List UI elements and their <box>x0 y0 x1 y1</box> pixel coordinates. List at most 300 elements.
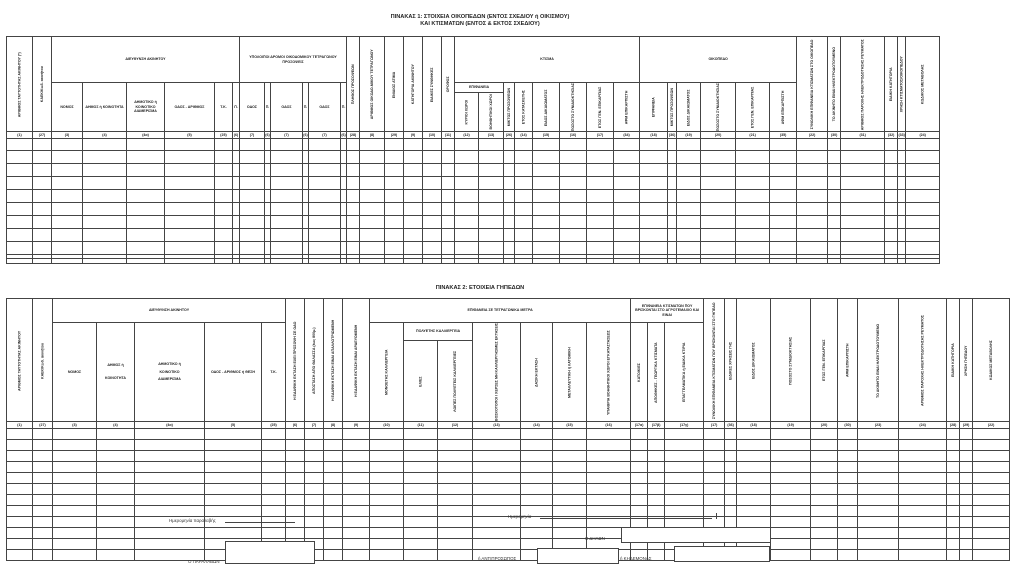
table-cell[interactable] <box>587 473 631 484</box>
table-cell[interactable] <box>797 139 828 151</box>
table-cell[interactable] <box>343 451 370 462</box>
table-cell[interactable] <box>587 216 614 229</box>
table-cell[interactable] <box>33 259 52 264</box>
table-cell[interactable] <box>533 203 560 216</box>
table-cell[interactable] <box>7 539 33 550</box>
table-cell[interactable] <box>309 242 341 255</box>
table-cell[interactable] <box>97 517 135 528</box>
table-cell[interactable] <box>587 429 631 440</box>
table-cell[interactable] <box>305 473 324 484</box>
table-cell[interactable] <box>960 462 973 473</box>
table-cell[interactable] <box>262 495 286 506</box>
table-cell[interactable] <box>640 177 668 190</box>
table-cell[interactable] <box>811 462 838 473</box>
table-cell[interactable] <box>614 229 640 242</box>
table-cell[interactable] <box>479 139 504 151</box>
table-cell[interactable] <box>165 216 215 229</box>
table-cell[interactable] <box>33 177 52 190</box>
table-cell[interactable] <box>7 203 33 216</box>
table-cell[interactable] <box>668 216 677 229</box>
table-cell[interactable] <box>631 440 648 451</box>
table-cell[interactable] <box>885 139 898 151</box>
table-cell[interactable] <box>305 429 324 440</box>
table-cell[interactable] <box>7 451 33 462</box>
table-cell[interactable] <box>404 451 438 462</box>
table-cell[interactable] <box>665 462 704 473</box>
table-cell[interactable] <box>205 484 262 495</box>
table-cell[interactable] <box>7 429 33 440</box>
table-cell[interactable] <box>52 139 83 151</box>
table-cell[interactable] <box>324 528 343 539</box>
table-cell[interactable] <box>455 177 479 190</box>
table-cell[interactable] <box>370 462 404 473</box>
table-cell[interactable] <box>53 539 97 550</box>
table-cell[interactable] <box>533 259 560 264</box>
table-cell[interactable] <box>736 151 770 164</box>
table-cell[interactable] <box>515 164 533 177</box>
table-cell[interactable] <box>442 203 455 216</box>
table-cell[interactable] <box>677 164 701 177</box>
table-cell[interactable] <box>640 190 668 203</box>
table-cell[interactable] <box>521 484 553 495</box>
table-cell[interactable] <box>828 151 841 164</box>
table-cell[interactable] <box>343 495 370 506</box>
table-cell[interactable] <box>7 528 33 539</box>
table-cell[interactable] <box>305 495 324 506</box>
table-cell[interactable] <box>898 190 906 203</box>
table-cell[interactable] <box>771 528 811 539</box>
table-cell[interactable] <box>215 190 233 203</box>
table-cell[interactable] <box>33 495 53 506</box>
table-cell[interactable] <box>455 203 479 216</box>
table-cell[interactable] <box>828 259 841 264</box>
table-cell[interactable] <box>205 528 262 539</box>
table-cell[interactable] <box>631 451 648 462</box>
table-cell[interactable] <box>404 242 423 255</box>
table-cell[interactable] <box>7 259 33 264</box>
table-cell[interactable] <box>370 539 404 550</box>
table-cell[interactable] <box>324 550 343 561</box>
table-cell[interactable] <box>797 203 828 216</box>
table-cell[interactable] <box>343 506 370 517</box>
table-cell[interactable] <box>858 517 899 528</box>
table-cell[interactable] <box>205 506 262 517</box>
table-cell[interactable] <box>53 517 97 528</box>
table-cell[interactable] <box>640 164 668 177</box>
table-cell[interactable] <box>906 164 940 177</box>
table-cell[interactable] <box>7 151 33 164</box>
table-cell[interactable] <box>473 495 521 506</box>
table-cell[interactable] <box>960 473 973 484</box>
table-cell[interactable] <box>262 528 286 539</box>
table-cell[interactable] <box>205 473 262 484</box>
table-cell[interactable] <box>309 190 341 203</box>
table-cell[interactable] <box>7 495 33 506</box>
table-cell[interactable] <box>442 242 455 255</box>
table-cell[interactable] <box>33 203 52 216</box>
table-cell[interactable] <box>668 164 677 177</box>
table-cell[interactable] <box>479 151 504 164</box>
table-cell[interactable] <box>305 517 324 528</box>
table-cell[interactable] <box>665 440 704 451</box>
table-cell[interactable] <box>725 440 737 451</box>
table-cell[interactable] <box>973 495 1010 506</box>
table-cell[interactable] <box>515 190 533 203</box>
table-cell[interactable] <box>898 177 906 190</box>
table-cell[interactable] <box>553 473 587 484</box>
table-cell[interactable] <box>215 164 233 177</box>
table-cell[interactable] <box>53 462 97 473</box>
table-cell[interactable] <box>614 164 640 177</box>
table-cell[interactable] <box>899 484 947 495</box>
table-cell[interactable] <box>504 242 515 255</box>
table-cell[interactable] <box>841 203 885 216</box>
table-cell[interactable] <box>271 203 303 216</box>
table-cell[interactable] <box>701 151 736 164</box>
table-cell[interactable] <box>347 190 360 203</box>
table-cell[interactable] <box>504 139 515 151</box>
table-cell[interactable] <box>33 550 53 561</box>
table-cell[interactable] <box>841 177 885 190</box>
table-cell[interactable] <box>899 506 947 517</box>
table-cell[interactable] <box>83 139 127 151</box>
table-cell[interactable] <box>97 528 135 539</box>
table-cell[interactable] <box>165 259 215 264</box>
table-cell[interactable] <box>127 242 165 255</box>
table-cell[interactable] <box>309 229 341 242</box>
table-cell[interactable] <box>960 451 973 462</box>
table-cell[interactable] <box>885 151 898 164</box>
table-cell[interactable] <box>53 484 97 495</box>
table-cell[interactable] <box>52 177 83 190</box>
table-cell[interactable] <box>960 528 973 539</box>
table-cell[interactable] <box>385 139 404 151</box>
table-cell[interactable] <box>899 462 947 473</box>
table-cell[interactable] <box>127 203 165 216</box>
table-cell[interactable] <box>52 216 83 229</box>
table-cell[interactable] <box>899 528 947 539</box>
table-cell[interactable] <box>305 506 324 517</box>
table-cell[interactable] <box>370 440 404 451</box>
table-cell[interactable] <box>614 216 640 229</box>
table-cell[interactable] <box>370 451 404 462</box>
table-cell[interactable] <box>360 203 385 216</box>
table-cell[interactable] <box>560 229 587 242</box>
table-cell[interactable] <box>271 229 303 242</box>
table-cell[interactable] <box>838 495 858 506</box>
table-cell[interactable] <box>677 229 701 242</box>
table-cell[interactable] <box>324 462 343 473</box>
table-cell[interactable] <box>215 177 233 190</box>
table-cell[interactable] <box>135 506 205 517</box>
table-cell[interactable] <box>360 177 385 190</box>
table-cell[interactable] <box>704 429 725 440</box>
table-cell[interactable] <box>385 151 404 164</box>
table-cell[interactable] <box>771 451 811 462</box>
table-cell[interactable] <box>33 440 53 451</box>
table-cell[interactable] <box>677 242 701 255</box>
table-cell[interactable] <box>215 151 233 164</box>
table-cell[interactable] <box>52 151 83 164</box>
table-cell[interactable] <box>515 139 533 151</box>
table-cell[interactable] <box>286 473 305 484</box>
table-cell[interactable] <box>631 462 648 473</box>
table-cell[interactable] <box>587 139 614 151</box>
table-cell[interactable] <box>33 517 53 528</box>
table-cell[interactable] <box>438 429 473 440</box>
table-cell[interactable] <box>423 190 442 203</box>
table-cell[interactable] <box>97 495 135 506</box>
table-cell[interactable] <box>797 151 828 164</box>
table-cell[interactable] <box>515 177 533 190</box>
table-cell[interactable] <box>385 164 404 177</box>
table-cell[interactable] <box>533 164 560 177</box>
table-cell[interactable] <box>838 429 858 440</box>
table-cell[interactable] <box>515 259 533 264</box>
table-cell[interactable] <box>811 429 838 440</box>
table-cell[interactable] <box>473 484 521 495</box>
table-cell[interactable] <box>614 151 640 164</box>
table-cell[interactable] <box>324 495 343 506</box>
table-cell[interactable] <box>668 203 677 216</box>
table-cell[interactable] <box>770 190 797 203</box>
table-cell[interactable] <box>560 259 587 264</box>
table-cell[interactable] <box>479 229 504 242</box>
table-cell[interactable] <box>404 550 438 561</box>
table-cell[interactable] <box>7 473 33 484</box>
table-cell[interactable] <box>665 484 704 495</box>
table-cell[interactable] <box>360 242 385 255</box>
table-cell[interactable] <box>736 164 770 177</box>
table-cell[interactable] <box>83 216 127 229</box>
table-cell[interactable] <box>898 139 906 151</box>
table-cell[interactable] <box>370 429 404 440</box>
table-cell[interactable] <box>324 451 343 462</box>
table-cell[interactable] <box>533 177 560 190</box>
table-cell[interactable] <box>343 473 370 484</box>
table-cell[interactable] <box>725 495 737 506</box>
table-cell[interactable] <box>560 203 587 216</box>
table-cell[interactable] <box>83 190 127 203</box>
table-cell[interactable] <box>858 429 899 440</box>
table-cell[interactable] <box>309 216 341 229</box>
table-cell[interactable] <box>947 451 960 462</box>
table-cell[interactable] <box>33 229 52 242</box>
table-cell[interactable] <box>515 216 533 229</box>
table-cell[interactable] <box>533 190 560 203</box>
table-cell[interactable] <box>770 259 797 264</box>
table-cell[interactable] <box>370 495 404 506</box>
table-cell[interactable] <box>811 506 838 517</box>
table-cell[interactable] <box>797 177 828 190</box>
table-cell[interactable] <box>455 164 479 177</box>
table-cell[interactable] <box>811 539 838 550</box>
table-cell[interactable] <box>53 506 97 517</box>
table-cell[interactable] <box>360 164 385 177</box>
table-cell[interactable] <box>533 139 560 151</box>
table-cell[interactable] <box>240 229 265 242</box>
table-cell[interactable] <box>770 229 797 242</box>
table-cell[interactable] <box>725 473 737 484</box>
table-cell[interactable] <box>233 151 240 164</box>
table-cell[interactable] <box>240 216 265 229</box>
table-cell[interactable] <box>97 440 135 451</box>
table-cell[interactable] <box>841 151 885 164</box>
table-cell[interactable] <box>286 495 305 506</box>
table-cell[interactable] <box>97 539 135 550</box>
table-cell[interactable] <box>404 517 438 528</box>
table-cell[interactable] <box>898 216 906 229</box>
table-cell[interactable] <box>324 506 343 517</box>
table-cell[interactable] <box>677 216 701 229</box>
table-cell[interactable] <box>737 429 771 440</box>
table-cell[interactable] <box>677 139 701 151</box>
table-cell[interactable] <box>771 550 811 561</box>
table-cell[interactable] <box>473 539 521 550</box>
table-cell[interactable] <box>677 190 701 203</box>
table-cell[interactable] <box>885 229 898 242</box>
table-cell[interactable] <box>473 473 521 484</box>
table-cell[interactable] <box>811 484 838 495</box>
table-cell[interactable] <box>899 440 947 451</box>
table-cell[interactable] <box>736 190 770 203</box>
table-cell[interactable] <box>404 440 438 451</box>
table-cell[interactable] <box>347 229 360 242</box>
table-cell[interactable] <box>305 440 324 451</box>
table-cell[interactable] <box>479 216 504 229</box>
table-cell[interactable] <box>885 177 898 190</box>
table-cell[interactable] <box>205 429 262 440</box>
table-cell[interactable] <box>828 216 841 229</box>
table-cell[interactable] <box>899 539 947 550</box>
table-cell[interactable] <box>668 242 677 255</box>
table-cell[interactable] <box>52 190 83 203</box>
table-cell[interactable] <box>858 473 899 484</box>
table-cell[interactable] <box>215 242 233 255</box>
table-cell[interactable] <box>677 151 701 164</box>
table-cell[interactable] <box>736 177 770 190</box>
table-cell[interactable] <box>770 177 797 190</box>
table-cell[interactable] <box>898 164 906 177</box>
table-cell[interactable] <box>504 190 515 203</box>
table-cell[interactable] <box>438 506 473 517</box>
table-cell[interactable] <box>858 550 899 561</box>
table-cell[interactable] <box>725 451 737 462</box>
table-cell[interactable] <box>704 451 725 462</box>
table-cell[interactable] <box>165 151 215 164</box>
table-cell[interactable] <box>52 229 83 242</box>
table-cell[interactable] <box>858 495 899 506</box>
table-cell[interactable] <box>640 229 668 242</box>
table-cell[interactable] <box>838 539 858 550</box>
table-cell[interactable] <box>127 259 165 264</box>
table-cell[interactable] <box>828 229 841 242</box>
table-cell[interactable] <box>701 139 736 151</box>
table-cell[interactable] <box>587 242 614 255</box>
table-cell[interactable] <box>53 440 97 451</box>
table-cell[interactable] <box>473 440 521 451</box>
table-cell[interactable] <box>725 429 737 440</box>
table-cell[interactable] <box>947 539 960 550</box>
table-cell[interactable] <box>135 440 205 451</box>
table-cell[interactable] <box>165 242 215 255</box>
table-cell[interactable] <box>947 462 960 473</box>
table-cell[interactable] <box>640 242 668 255</box>
table-cell[interactable] <box>305 462 324 473</box>
table-cell[interactable] <box>704 473 725 484</box>
table-cell[interactable] <box>370 550 404 561</box>
table-cell[interactable] <box>587 203 614 216</box>
table-cell[interactable] <box>404 216 423 229</box>
table-cell[interactable] <box>262 440 286 451</box>
table-cell[interactable] <box>701 190 736 203</box>
table-cell[interactable] <box>347 216 360 229</box>
table-cell[interactable] <box>771 517 811 528</box>
table-cell[interactable] <box>404 203 423 216</box>
table-cell[interactable] <box>947 528 960 539</box>
table-cell[interactable] <box>736 139 770 151</box>
table-cell[interactable] <box>521 451 553 462</box>
table-cell[interactable] <box>83 177 127 190</box>
table-cell[interactable] <box>973 473 1010 484</box>
table-cell[interactable] <box>370 506 404 517</box>
table-cell[interactable] <box>473 451 521 462</box>
table-cell[interactable] <box>648 462 665 473</box>
receiver-signature-box[interactable] <box>225 541 315 564</box>
table-cell[interactable] <box>811 440 838 451</box>
table-cell[interactable] <box>33 242 52 255</box>
table-cell[interactable] <box>385 259 404 264</box>
table-cell[interactable] <box>973 462 1010 473</box>
table-cell[interactable] <box>7 550 33 561</box>
table-cell[interactable] <box>668 151 677 164</box>
table-cell[interactable] <box>233 216 240 229</box>
table-cell[interactable] <box>737 517 771 528</box>
table-cell[interactable] <box>404 190 423 203</box>
table-cell[interactable] <box>438 473 473 484</box>
table-cell[interactable] <box>811 528 838 539</box>
table-cell[interactable] <box>442 151 455 164</box>
table-cell[interactable] <box>973 550 1010 561</box>
table-cell[interactable] <box>127 164 165 177</box>
table-cell[interactable] <box>885 203 898 216</box>
table-cell[interactable] <box>797 259 828 264</box>
table-cell[interactable] <box>97 429 135 440</box>
table-cell[interactable] <box>858 440 899 451</box>
table-cell[interactable] <box>838 440 858 451</box>
table-cell[interactable] <box>973 539 1010 550</box>
table-cell[interactable] <box>668 190 677 203</box>
table-cell[interactable] <box>271 151 303 164</box>
table-cell[interactable] <box>797 190 828 203</box>
table-cell[interactable] <box>906 259 940 264</box>
table-cell[interactable] <box>704 495 725 506</box>
table-cell[interactable] <box>906 203 940 216</box>
table-cell[interactable] <box>33 539 53 550</box>
table-cell[interactable] <box>7 462 33 473</box>
table-cell[interactable] <box>771 429 811 440</box>
table-cell[interactable] <box>771 462 811 473</box>
table-cell[interactable] <box>906 151 940 164</box>
table-cell[interactable] <box>53 550 97 561</box>
table-cell[interactable] <box>668 229 677 242</box>
table-cell[interactable] <box>442 216 455 229</box>
table-cell[interactable] <box>828 203 841 216</box>
table-cell[interactable] <box>423 259 442 264</box>
table-cell[interactable] <box>52 242 83 255</box>
table-cell[interactable] <box>640 203 668 216</box>
table-cell[interactable] <box>442 259 455 264</box>
